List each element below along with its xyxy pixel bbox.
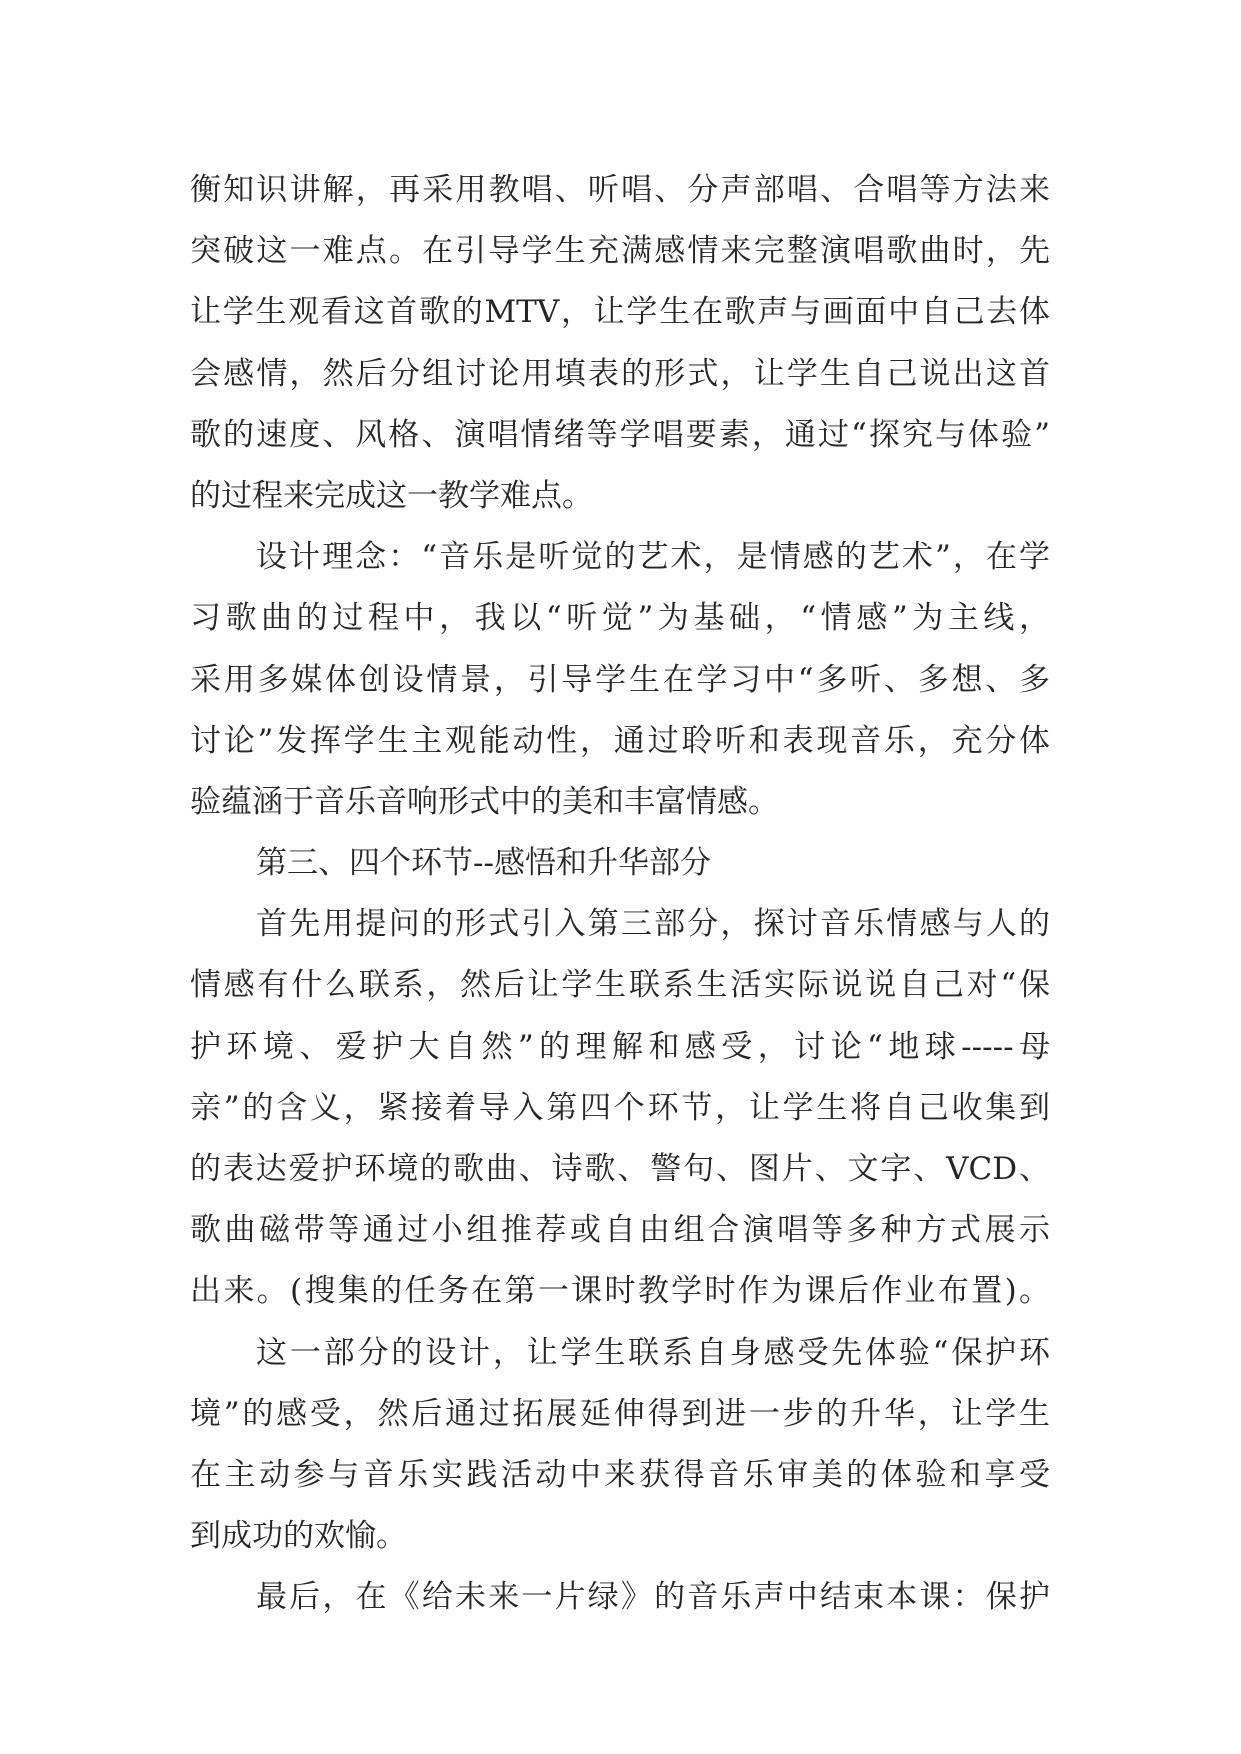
text-line: 突破这一难点。在引导学生充满感情来完整演唱歌曲时，先	[190, 233, 1050, 270]
text-line: 衡知识讲解，再采用教唱、听唱、分声部唱、合唱等方法来	[190, 172, 1050, 208]
text-line: 歌曲磁带等通过小组推荐或自由组合演唱等多种方式展示	[190, 1212, 1050, 1249]
text-line: 护环境、爱护大自然”的理解和感受，讨论“地球-----母	[190, 1028, 1050, 1065]
text-line: 境”的感受，然后通过拓展延伸得到进一步的升华，让学生	[190, 1395, 1050, 1432]
text-line: 设计理念：“音乐是听觉的艺术，是情感的艺术”，在学	[256, 539, 1050, 576]
text-line: 亲”的含义，紧接着导入第四个环节，让学生将自己收集到	[190, 1089, 1050, 1126]
text-line: 这一部分的设计，让学生联系自身感受先体验“保护环	[256, 1334, 1050, 1371]
text-line: 到成功的欢愉。	[190, 1518, 407, 1555]
text-line: 习歌曲的过程中，我以“听觉”为基础，“情感”为主线，	[190, 600, 1050, 637]
text-line: 最后，在《给未来一片绿》的音乐声中结束本课：保护	[256, 1579, 1050, 1616]
text-line: 讨论”发挥学生主观能动性，通过聆听和表现音乐，充分体	[190, 722, 1050, 759]
body-text	[190, 160, 1050, 1629]
text-line: 的表达爱护环境的歌曲、诗歌、警句、图片、文字、VCD、	[190, 1151, 1050, 1187]
text-line: 出来。(搜集的任务在第一课时教学时作为课后作业布置)。	[190, 1273, 1050, 1310]
text-line: 在主动参与音乐实践活动中来获得音乐审美的体验和享受	[190, 1456, 1050, 1493]
text-line: 第三、四个环节--感悟和升华部分	[256, 845, 711, 882]
text-line: 验蕴涵于音乐音响形式中的美和丰富情感。	[190, 783, 779, 820]
text-line: 采用多媒体创设情景，引导学生在学习中“多听、多想、多	[190, 661, 1050, 698]
text-line: 首先用提问的形式引入第三部分，探讨音乐情感与人的	[256, 906, 1050, 943]
text-line: 歌的速度、风格、演唱情绪等学唱要素，通过“探究与体验”	[190, 416, 1050, 453]
text-line: 情感有什么联系，然后让学生联系生活实际说说自己对“保	[190, 967, 1050, 1004]
text-line: 的过程来完成这一教学难点。	[190, 477, 593, 514]
text-line: 让学生观看这首歌的MTV，让学生在歌声与画面中自己去体	[190, 294, 1050, 331]
text-line: 会感情，然后分组讨论用填表的形式，让学生自己说出这首	[190, 355, 1050, 392]
